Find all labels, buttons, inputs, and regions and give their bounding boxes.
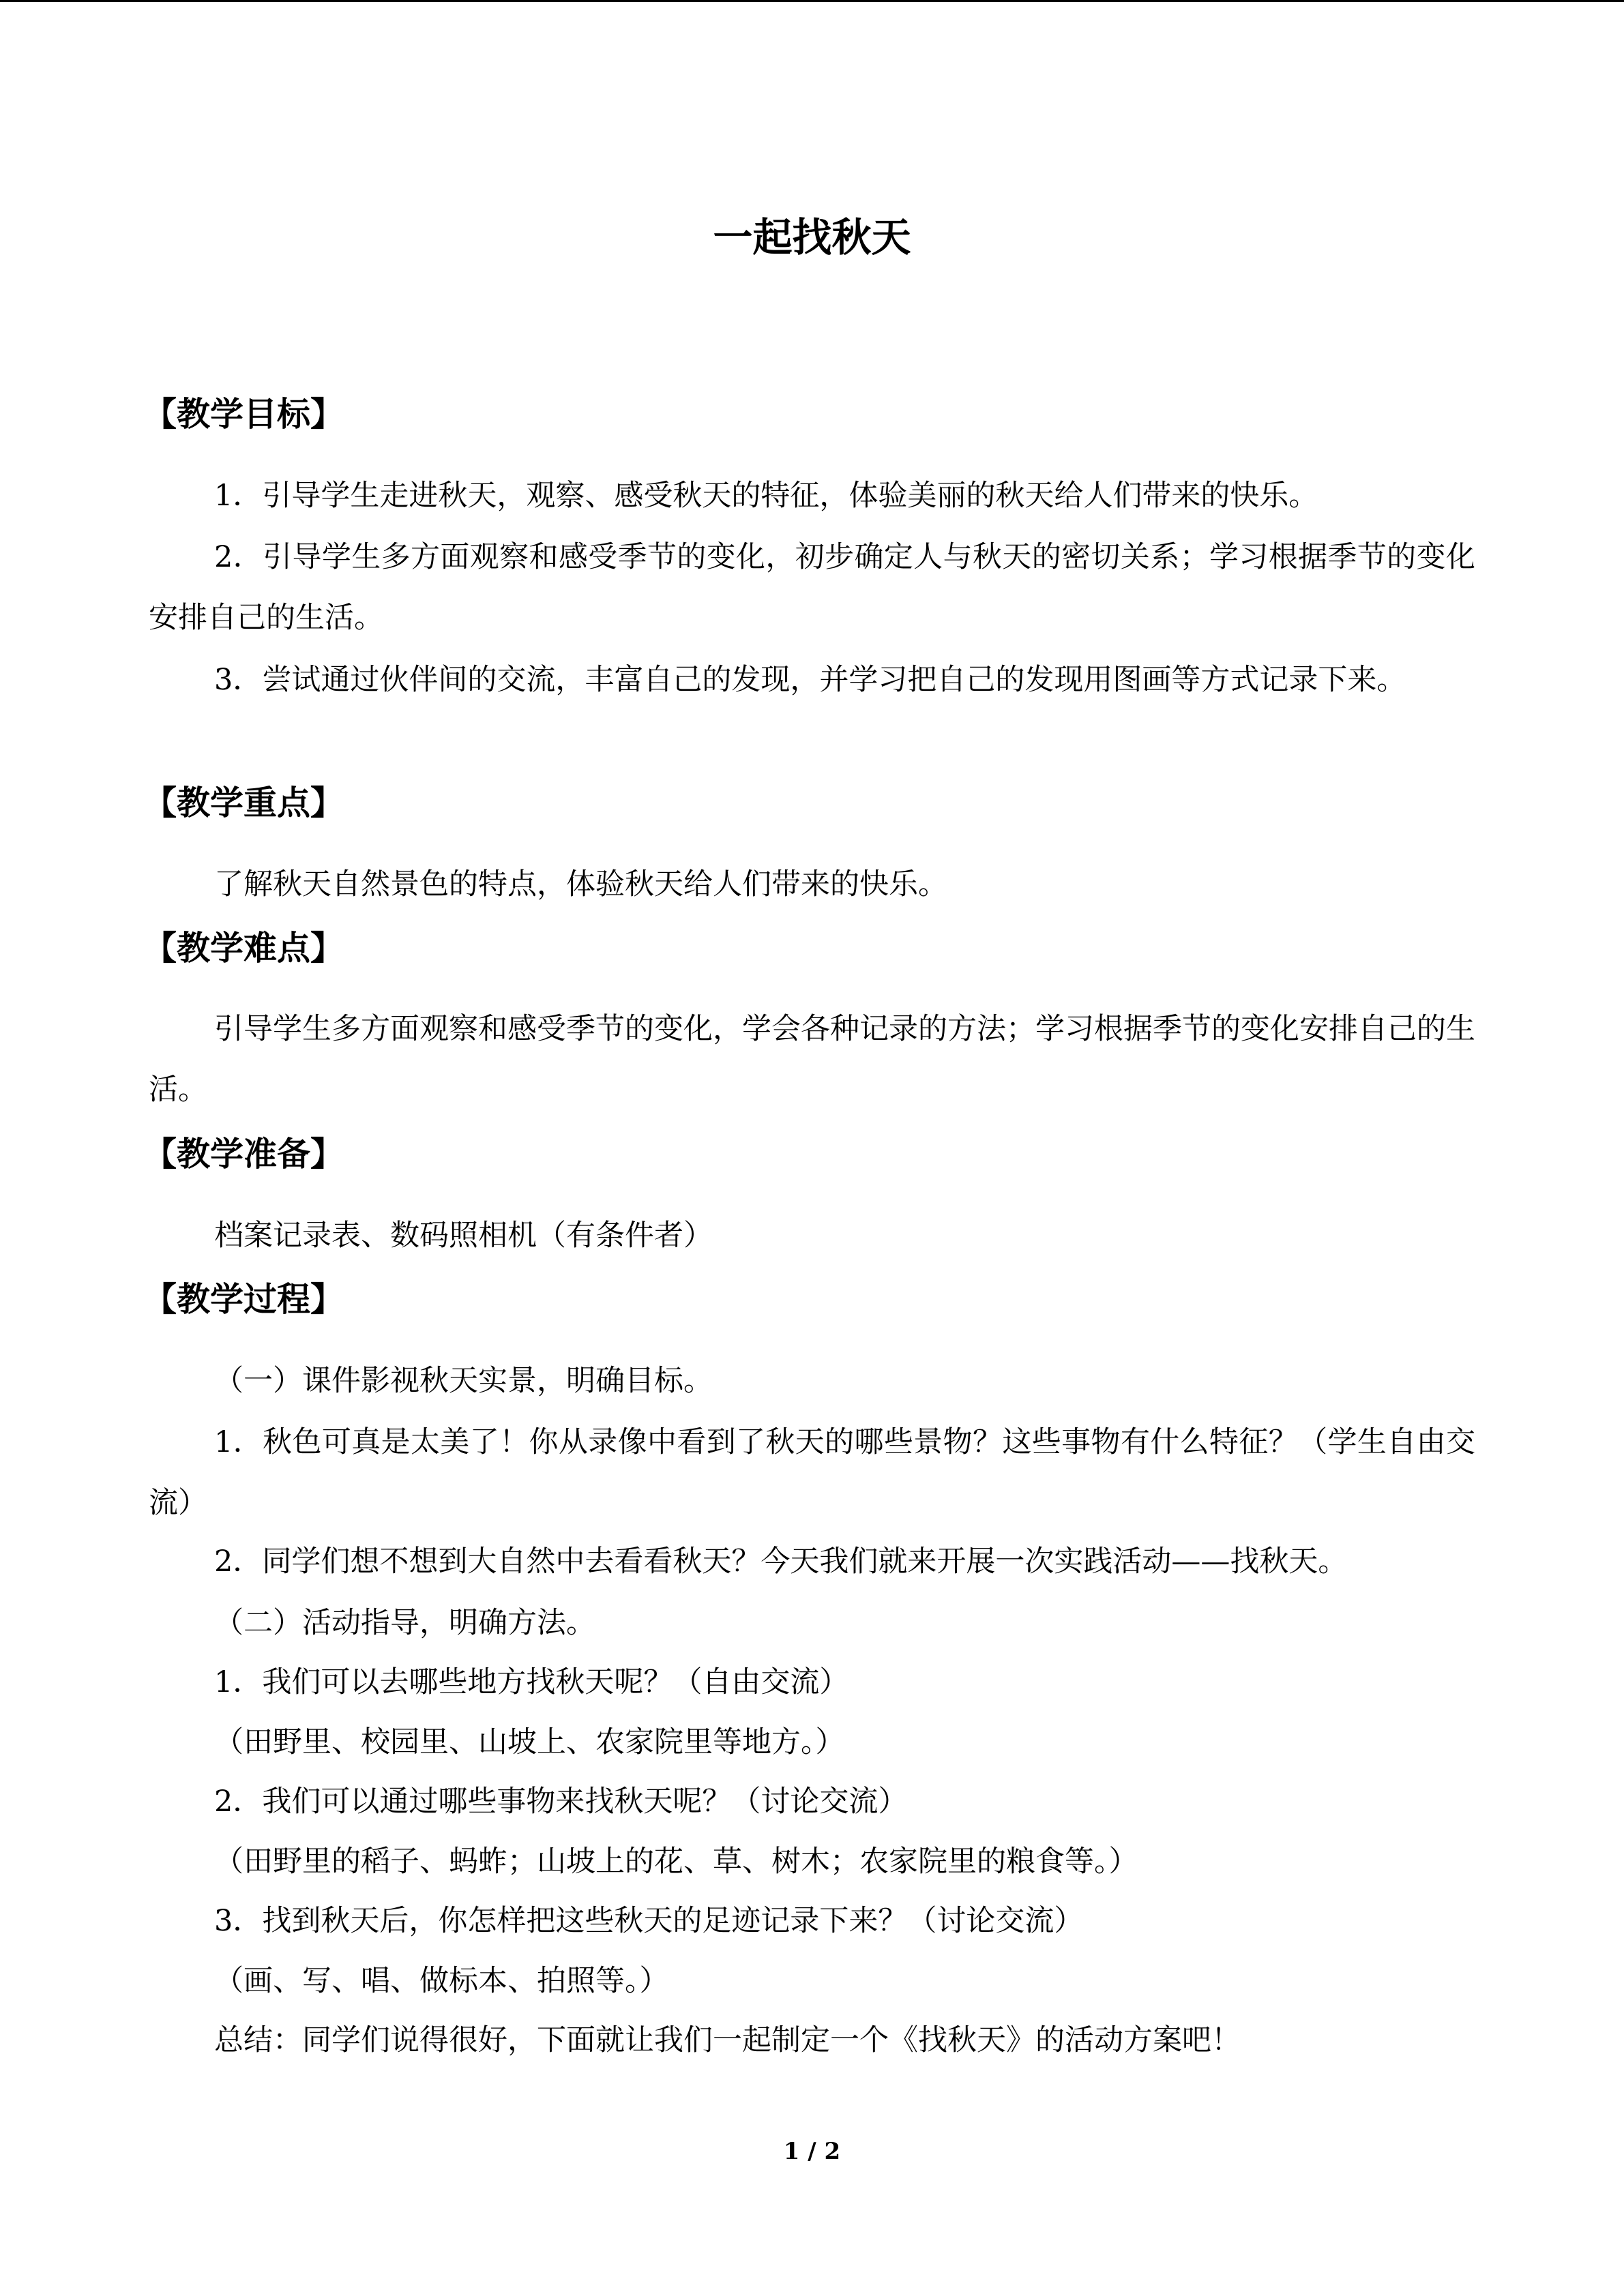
process-line-3: 2．同学们想不想到大自然中去看看秋天？今天我们就来开展一次实践活动——找秋天。 [214,1545,1348,1579]
preparation-text: 档案记录表、数码照相机（有条件者） [214,1219,713,1253]
page-number: 1 / 2 [783,2138,841,2165]
process-line-2: 1．秋色可真是太美了！你从录像中看到了秋天的哪些景物？这些事物有什么特征？（学生自由交流） [149,1425,1475,1520]
process-line-11: 总结：同学们说得很好，下面就让我们一起制定一个《找秋天》的活动方案吧！ [214,2023,1241,2057]
objective-item-3: 3．尝试通过伙伴间的交流，丰富自己的发现，并学习把自己的发现用图画等方式记录下来。 [214,663,1406,697]
process-line-7: 2．我们可以通过哪些事物来找秋天呢？（讨论交流） [214,1785,908,1819]
document-title: 一起找秋天 [713,214,911,260]
objective-item-2: 2．引导学生多方面观察和感受季节的变化，初步确定人与秋天的密切关系；学习根据季节的变化安排自己的生活。 [149,540,1475,635]
heading-process: 【教学过程】 [143,1280,344,1319]
heading-difficulties: 【教学难点】 [143,929,344,968]
process-line-5: 1．我们可以去哪些地方找秋天呢？（自由交流） [214,1665,849,1699]
process-line-9: 3．找到秋天后，你怎样把这些秋天的足迹记录下来？（讨论交流） [214,1904,1084,1938]
process-line-1: （一）课件影视秋天实景，明确目标。 [214,1364,713,1398]
heading-preparation: 【教学准备】 [143,1135,344,1174]
difficulties-text: 引导学生多方面观察和感受季节的变化，学会各种记录的方法；学习根据季节的变化安排自己的生活。 [149,1012,1475,1107]
heading-key-points: 【教学重点】 [143,784,344,822]
process-line-4: （二）活动指导，明确方法。 [214,1606,595,1640]
objective-item-1: 1．引导学生走进秋天，观察、感受秋天的特征，体验美丽的秋天给人们带来的快乐。 [214,479,1318,513]
process-line-8: （田野里的稻子、蚂蚱；山坡上的花、草、树木；农家院里的粮食等。） [214,1845,1138,1879]
process-line-10: （画、写、唱、做标本、拍照等。） [214,1964,669,1998]
process-line-6: （田野里、校园里、山坡上、农家院里等地方。） [214,1725,845,1759]
heading-objectives: 【教学目标】 [143,395,344,434]
key-points-text: 了解秋天自然景色的特点，体验秋天给人们带来的快乐。 [214,867,947,901]
